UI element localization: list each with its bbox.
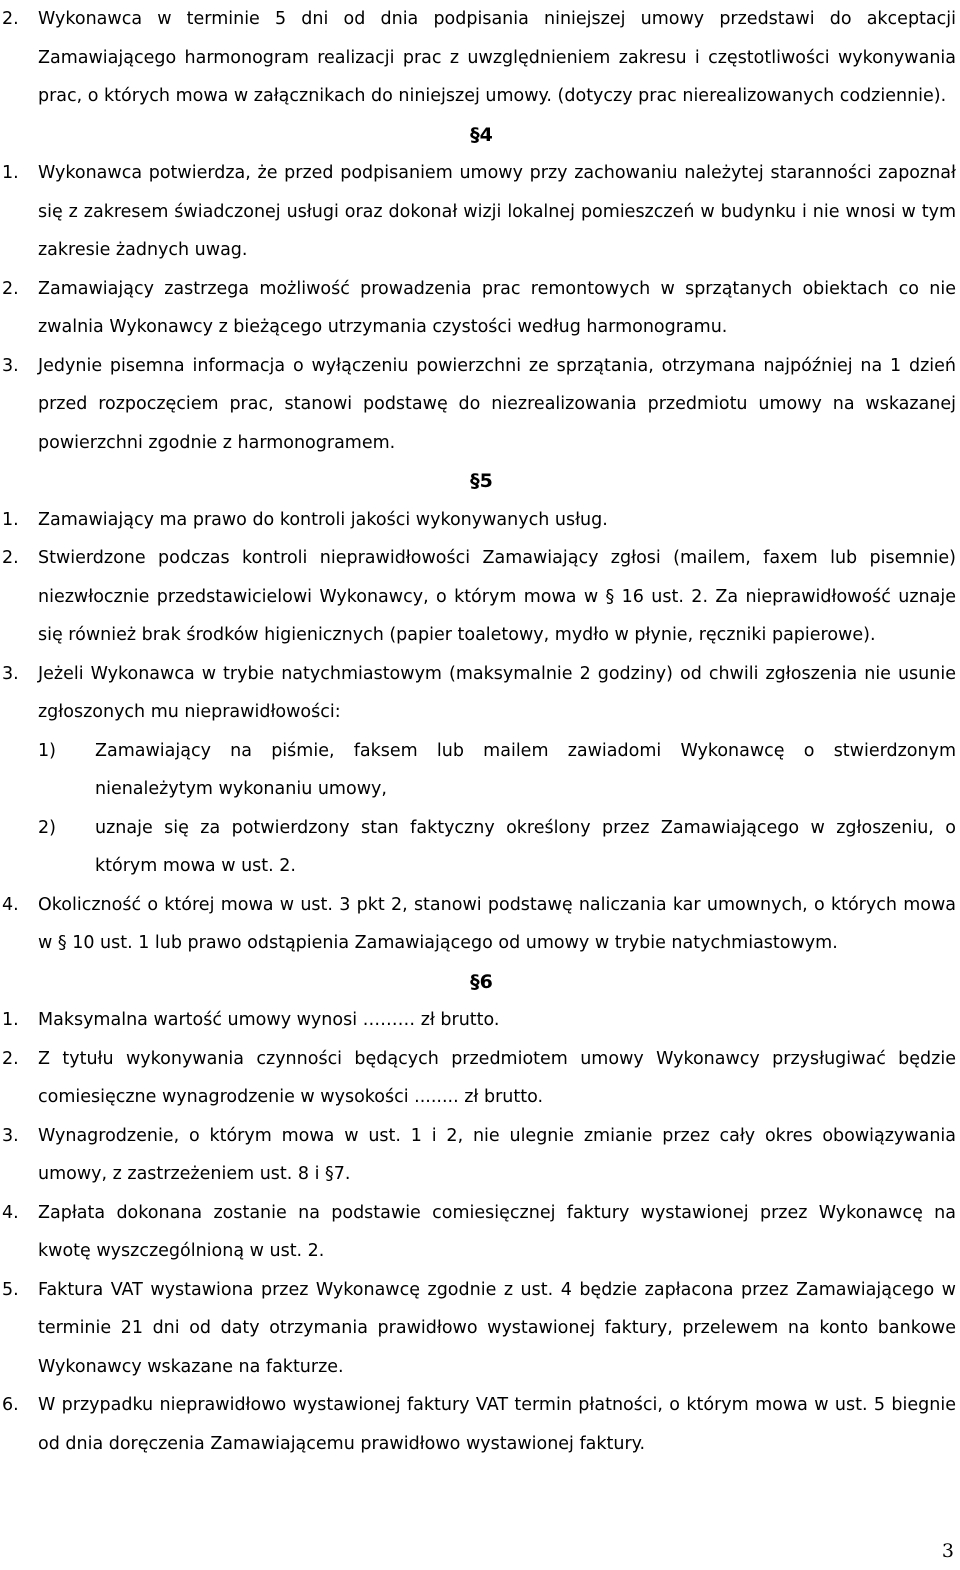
section-5 — [0, 462, 960, 963]
paragraph-number: 3. — [2, 355, 19, 376]
section-heading: §5 — [470, 470, 493, 492]
paragraph — [0, 1271, 960, 1387]
paragraph-text: Faktura VAT wystawiona przez Wykonawcę zgodnie z ust. 4 będzie zapłacona przez Zamawiającego w terminie 21 dni od daty otrzymania prawidłowo wystawionej faktury, przelewem na konto bankowe Wykonawcy wskazane na fakturze. — [38, 1279, 956, 1377]
paragraph — [0, 501, 960, 540]
paragraph-number: 2. — [2, 9, 19, 29]
sub-item-text: Zamawiający na piśmie, faksem lub mailem zawiadomi Wykonawcę o stwierdzonym nienależytym wykonaniu umowy, — [95, 740, 956, 799]
section-heading: §4 — [470, 123, 493, 146]
sub-item-number: 1) — [38, 740, 56, 761]
paragraph — [0, 347, 960, 463]
paragraph-text: Zamawiający ma prawo do kontroli jakości wykonywanych usług. — [38, 509, 608, 530]
paragraph-number: 4. — [2, 894, 19, 915]
sub-item — [0, 809, 960, 886]
paragraph-number: 3. — [2, 663, 19, 684]
paragraph — [0, 154, 960, 270]
paragraph-text: Jeżeli Wykonawca w trybie natychmiastowym (maksymalnie 2 godziny) od chwili zgłoszenia nie usunie zgłoszonych mu nieprawidłowości: — [38, 663, 956, 722]
sub-item-text: uznaje się za potwierdzony stan faktyczny określony przez Zamawiającego w zgłoszeniu, o którym mowa w ust. 2. — [95, 817, 956, 876]
paragraph-text: Jedynie pisemna informacja o wyłączeniu powierzchni ze sprzątania, otrzymana najpóźniej na 1 dzień przed rozpoczęciem prac, stanowi podstawę do niezrealizowania przedmiotu umowy na wskazanej powierzchni zgodnie z harmonogramem. — [38, 355, 956, 453]
section-continuation — [0, 0, 960, 116]
paragraph — [0, 886, 960, 963]
paragraph — [0, 1386, 960, 1463]
paragraph-text: Zapłata dokonana zostanie na podstawie comiesięcznej faktury wystawionej przez Wykonawcę na kwotę wyszczególnioną w ust. 2. — [38, 1202, 956, 1261]
sub-item-number: 2) — [38, 817, 56, 838]
paragraph-number: 4. — [2, 1202, 19, 1223]
paragraph-number: 1. — [2, 1010, 19, 1030]
paragraph — [0, 0, 960, 116]
paragraph — [0, 1001, 960, 1040]
section-heading: §6 — [470, 970, 493, 993]
paragraph — [0, 1117, 960, 1194]
paragraph-text: W przypadku nieprawidłowo wystawionej faktury VAT termin płatności, o którym mowa w ust. 5 biegnie od dnia doręczenia Zamawiającemu prawidłowo wystawionej faktury. — [38, 1395, 956, 1454]
paragraph-number: 1. — [2, 509, 19, 530]
paragraph — [0, 270, 960, 347]
paragraph — [0, 1040, 960, 1117]
paragraph-text: Wykonawca potwierdza, że przed podpisaniem umowy przy zachowaniu należytej staranności zapoznał się z zakresem świadczonej usługi oraz dokonał wizji lokalnej pomieszczeń w budynku i nie wnosi w tym zakresie żadnych uwag. — [38, 163, 956, 260]
page-number: 3 — [941, 1540, 954, 1562]
section-6 — [0, 963, 960, 1464]
paragraph-text: Maksymalna wartość umowy wynosi ……… zł brutto. — [38, 1010, 500, 1030]
paragraph-text: Stwierdzone podczas kontroli nieprawidłowości Zamawiający zgłosi (mailem, faxem lub pisemnie) niezwłocznie przedstawicielowi Wykonawcy, o którym mowa w § 16 ust. 2. Za nieprawidłowość uznaje się również brak środków higienicznych (papier toaletowy, mydło w płynie, ręczniki papierowe). — [38, 548, 956, 645]
paragraph-text: Z tytułu wykonywania czynności będących przedmiotem umowy Wykonawcy przysługiwać będzie comiesięczne wynagrodzenie w wysokości ........ zł brutto. — [38, 1048, 956, 1107]
paragraph — [0, 1194, 960, 1271]
paragraph-text: Wykonawca w terminie 5 dni od dnia podpisania niniejszej umowy przedstawi do akceptacji Zamawiającego harmonogram realizacji prac z uwzględnieniem zakresu i częstotliwości wykonywania prac, o których mowa w załącznikach do niniejszej umowy. (dotyczy prac nierealizowanych codziennie). — [38, 9, 956, 106]
paragraph-number: 3. — [2, 1125, 19, 1146]
paragraph-number: 2. — [2, 278, 19, 299]
section-4 — [0, 116, 960, 463]
paragraph-text: Wynagrodzenie, o którym mowa w ust. 1 i 2, nie ulegnie zmianie przez cały okres obowiązywania umowy, z zastrzeżeniem ust. 8 i §7. — [38, 1125, 956, 1184]
paragraph-number: 2. — [2, 548, 19, 568]
paragraph — [0, 539, 960, 655]
paragraph-text: Okoliczność o której mowa w ust. 3 pkt 2, stanowi podstawę naliczania kar umownych, o których mowa w § 10 ust. 1 lub prawo odstąpienia Zamawiającego od umowy w trybie natychmiastowym. — [38, 894, 956, 953]
paragraph-number: 6. — [2, 1395, 19, 1415]
paragraph-text: Zamawiający zastrzega możliwość prowadzenia prac remontowych w sprzątanych obiektach co nie zwalnia Wykonawcy z bieżącego utrzymania czystości według harmonogramu. — [38, 278, 956, 337]
paragraph-number: 2. — [2, 1048, 19, 1069]
sub-item — [0, 732, 960, 809]
paragraph-number: 1. — [2, 163, 19, 183]
paragraph — [0, 655, 960, 732]
paragraph-number: 5. — [2, 1279, 19, 1300]
